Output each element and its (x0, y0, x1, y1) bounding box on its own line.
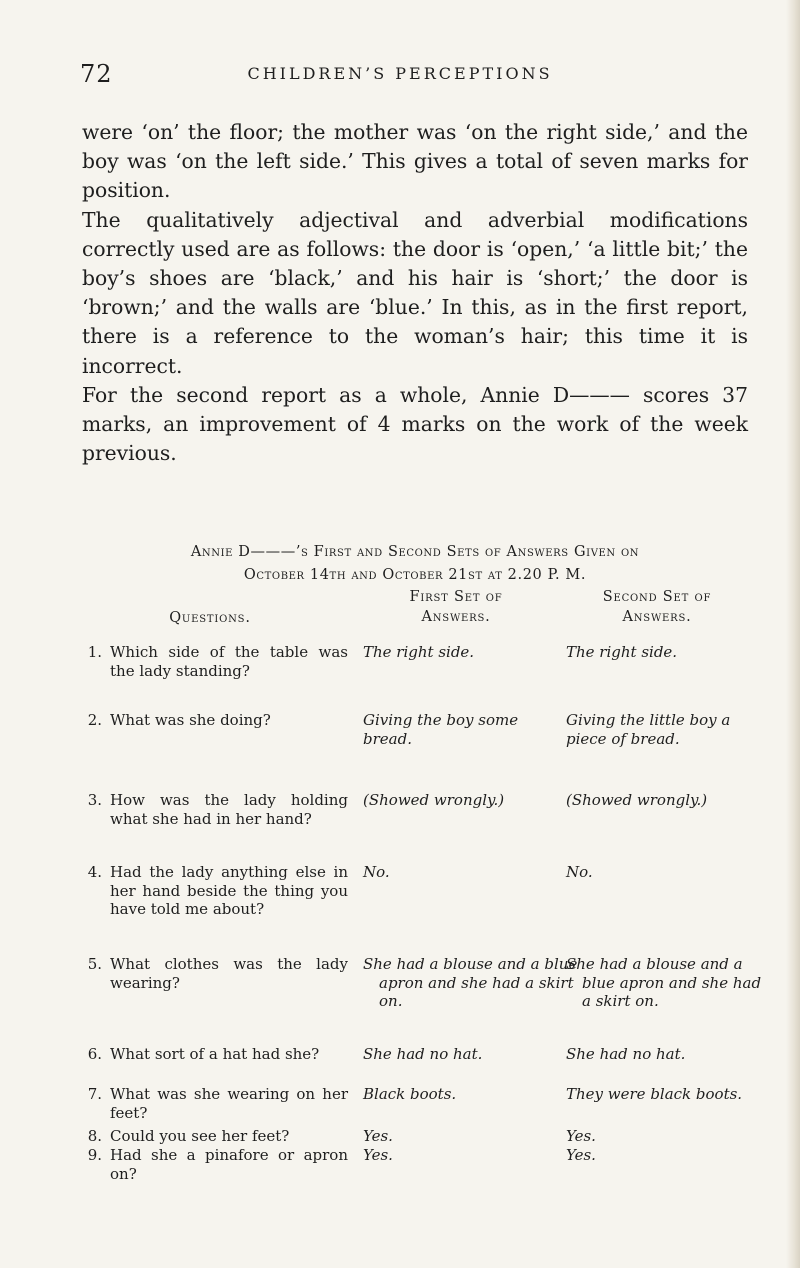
second-answer: No. (566, 863, 593, 881)
first-answer: The right side. (363, 643, 475, 661)
second-answer: They were black boots. (566, 1085, 743, 1103)
paragraph: The qualitatively adjectival and adverbial modifications correctly used are as follows: the door is ‘open,’ ‘a little bit;’ the boy’s shoes are ‘black,’ and his hair is ‘short;’ the door is ‘brown;’ and the walls are ‘blue.’ In this, as in the first report, there is a reference to the woman’s hair; this time it is incorrect. (82, 207, 748, 378)
second-answer: Yes. (566, 1146, 596, 1164)
question-text: What clothes was the lady wearing? (110, 955, 348, 992)
question-number: 7. (87, 1085, 102, 1103)
column-header-first-set: First Set of Answers. (409, 589, 503, 625)
paragraph: For the second report as a whole, Annie D——— scores 37 marks, an improvement of 4 marks on the work of the week previous. (82, 382, 748, 466)
second-answer: (Showed wrongly.) (566, 791, 708, 809)
first-answer: (Showed wrongly.) (363, 791, 505, 809)
column-header-second-set: Second Set of Answers. (602, 589, 712, 625)
question-number: 3. (87, 791, 102, 809)
question-number: 8. (87, 1127, 102, 1145)
question-text: Could you see her feet? (110, 1127, 290, 1145)
question-text: What was she doing? (110, 711, 271, 729)
question-text: How was the lady holding what she had in her hand? (110, 791, 348, 828)
page-edge-shadow (786, 0, 800, 1268)
column-header-questions: Questions. (169, 610, 251, 626)
question-text: Had the lady anything else in her hand beside the thing you have told me about? (110, 863, 348, 918)
table-title (82, 541, 748, 587)
question-text: Which side of the table was the lady standing? (110, 643, 348, 680)
question-number: 5. (87, 955, 102, 973)
first-answer: Yes. (363, 1146, 393, 1164)
second-answer: She had a blouse and a blue apron and she had a skirt on. (566, 955, 762, 1010)
question-number: 2. (87, 711, 102, 729)
page-header (80, 60, 720, 96)
second-answer: She had no hat. (566, 1045, 686, 1063)
table-title-line: October 14th and October 21st at 2.20 P. M. (243, 567, 587, 583)
question-text: What sort of a hat had she? (110, 1045, 320, 1063)
question-text: Had she a pinafore or apron on? (110, 1146, 348, 1183)
running-head: CHILDREN’S PERCEPTIONS (247, 64, 553, 83)
first-answer: Giving the boy some bread. (363, 711, 519, 748)
first-answer: She had no hat. (363, 1045, 483, 1063)
question-text: What was she wearing on her feet? (110, 1085, 348, 1122)
second-answer: Yes. (566, 1127, 596, 1145)
question-number: 9. (87, 1146, 102, 1164)
second-answer: Giving the little boy a piece of bread. (566, 711, 731, 748)
page-number: 72 (80, 60, 113, 88)
first-answer: Black boots. (363, 1085, 457, 1103)
first-answer: No. (363, 863, 390, 881)
first-answer: Yes. (363, 1127, 393, 1145)
second-answer: The right side. (566, 643, 678, 661)
question-number: 4. (87, 863, 102, 881)
first-answer: She had a blouse and a blue apron and she had a skirt on. (363, 955, 578, 1010)
table-title-line: Annie D———’s First and Second Sets of Answers Given on (190, 544, 640, 560)
paragraph: were ‘on’ the floor; the mother was ‘on the right side,’ and the boy was ‘on the left side.’ This gives a total of seven marks for position. (82, 120, 748, 203)
question-number: 1. (87, 643, 102, 661)
body-text (82, 118, 748, 468)
question-number: 6. (87, 1045, 102, 1063)
